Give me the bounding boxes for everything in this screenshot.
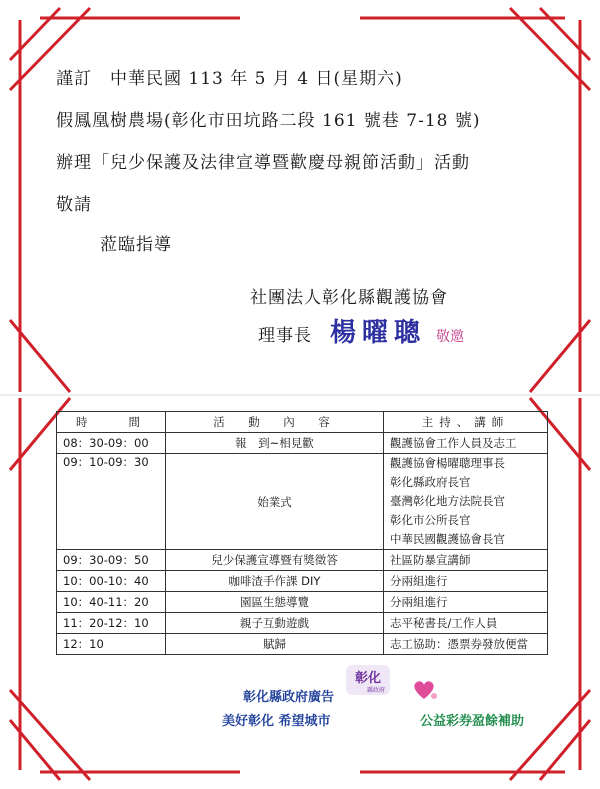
cell-time: 08：30-09：00	[57, 433, 166, 454]
cell-hosts	[384, 592, 548, 613]
cell-time: 12：10	[57, 634, 166, 655]
invite-date-line: 謹訂 中華民國 113 年 5 月 4 日(星期六)	[56, 69, 403, 89]
chair-name: 楊曜聰	[330, 318, 427, 348]
cell-hosts	[384, 571, 548, 592]
host-entry: 彰化市公所長官	[390, 513, 471, 527]
host-entry: 觀護協會楊曜聰理事長	[390, 456, 505, 470]
cell-hosts	[384, 634, 548, 655]
cell-time: 10：00-10：40	[57, 571, 166, 592]
header-host: 主持、講師	[384, 412, 548, 433]
host-entry: 分兩組進行	[390, 594, 448, 609]
host-entry: 志工協助：憑票券發放便當	[390, 636, 528, 651]
table-row	[57, 634, 548, 655]
host-entry: 觀護協會工作人員及志工	[390, 435, 517, 450]
cell-time: 09：10-09：30	[57, 454, 166, 550]
table-row	[57, 433, 548, 454]
organization-name: 社團法人彰化縣觀護協會	[250, 288, 448, 308]
host-entry: 分兩組進行	[390, 573, 448, 588]
cell-activity: 賦歸	[166, 634, 384, 655]
cell-time: 10：40-11：20	[57, 592, 166, 613]
cell-hosts	[384, 433, 548, 454]
cell-activity: 咖啡渣手作課 DIY	[166, 571, 384, 592]
cell-hosts	[384, 550, 548, 571]
table-row	[57, 613, 548, 634]
lottery-text: 公益彩券盈餘補助	[420, 714, 525, 729]
changhua-county-logo	[346, 665, 390, 695]
cell-activity: 園區生態導覽	[166, 592, 384, 613]
lottery-logo	[410, 679, 438, 701]
host-entry: 社區防暴宣講師	[390, 552, 471, 567]
logo-subtext: 縣政府	[366, 687, 386, 694]
table-row	[57, 571, 548, 592]
host-entry: 志平秘書長/工作人員	[390, 615, 498, 630]
cell-activity: 親子互動遊戲	[166, 613, 384, 634]
logo-text: 彰化	[354, 671, 382, 686]
cell-activity: 兒少保護宣導暨有獎徵答	[166, 550, 384, 571]
invite-word: 敬邀	[436, 329, 465, 345]
table-row	[57, 592, 548, 613]
cell-hosts	[384, 454, 548, 550]
slogan-text: 美好彰化 希望城市	[222, 714, 331, 729]
gov-ad-text: 彰化縣政府廣告	[243, 690, 335, 705]
schedule-table	[56, 411, 548, 655]
table-row	[57, 454, 548, 550]
header-activity: 活 動 內 容	[166, 412, 384, 433]
host-entry: 彰化縣政府長官	[390, 475, 471, 489]
table-row	[57, 550, 548, 571]
chair-title: 理事長	[258, 326, 312, 346]
header-time: 時 間	[57, 412, 166, 433]
table-header-row	[57, 412, 548, 433]
cell-activity: 報 到~相見歡	[166, 433, 384, 454]
invite-venue-line: 假鳳凰樹農場(彰化市田坑路二段 161 號巷 7-18 號)	[56, 111, 481, 131]
invite-please-line: 敬請	[56, 195, 92, 215]
cell-hosts	[384, 613, 548, 634]
cell-activity: 始業式	[166, 454, 384, 550]
host-entry: 中華民國觀護協會長官	[390, 532, 505, 546]
cell-time: 09：30-09：50	[57, 550, 166, 571]
invite-attend-line: 蒞臨指導	[100, 235, 172, 255]
signature-block	[258, 312, 464, 349]
host-entry: 臺灣彰化地方法院長官	[390, 494, 505, 508]
cell-time: 11：20-12：10	[57, 613, 166, 634]
invite-event-line: 辦理「兒少保護及法律宣導暨歡慶母親節活動」活動	[56, 153, 470, 173]
